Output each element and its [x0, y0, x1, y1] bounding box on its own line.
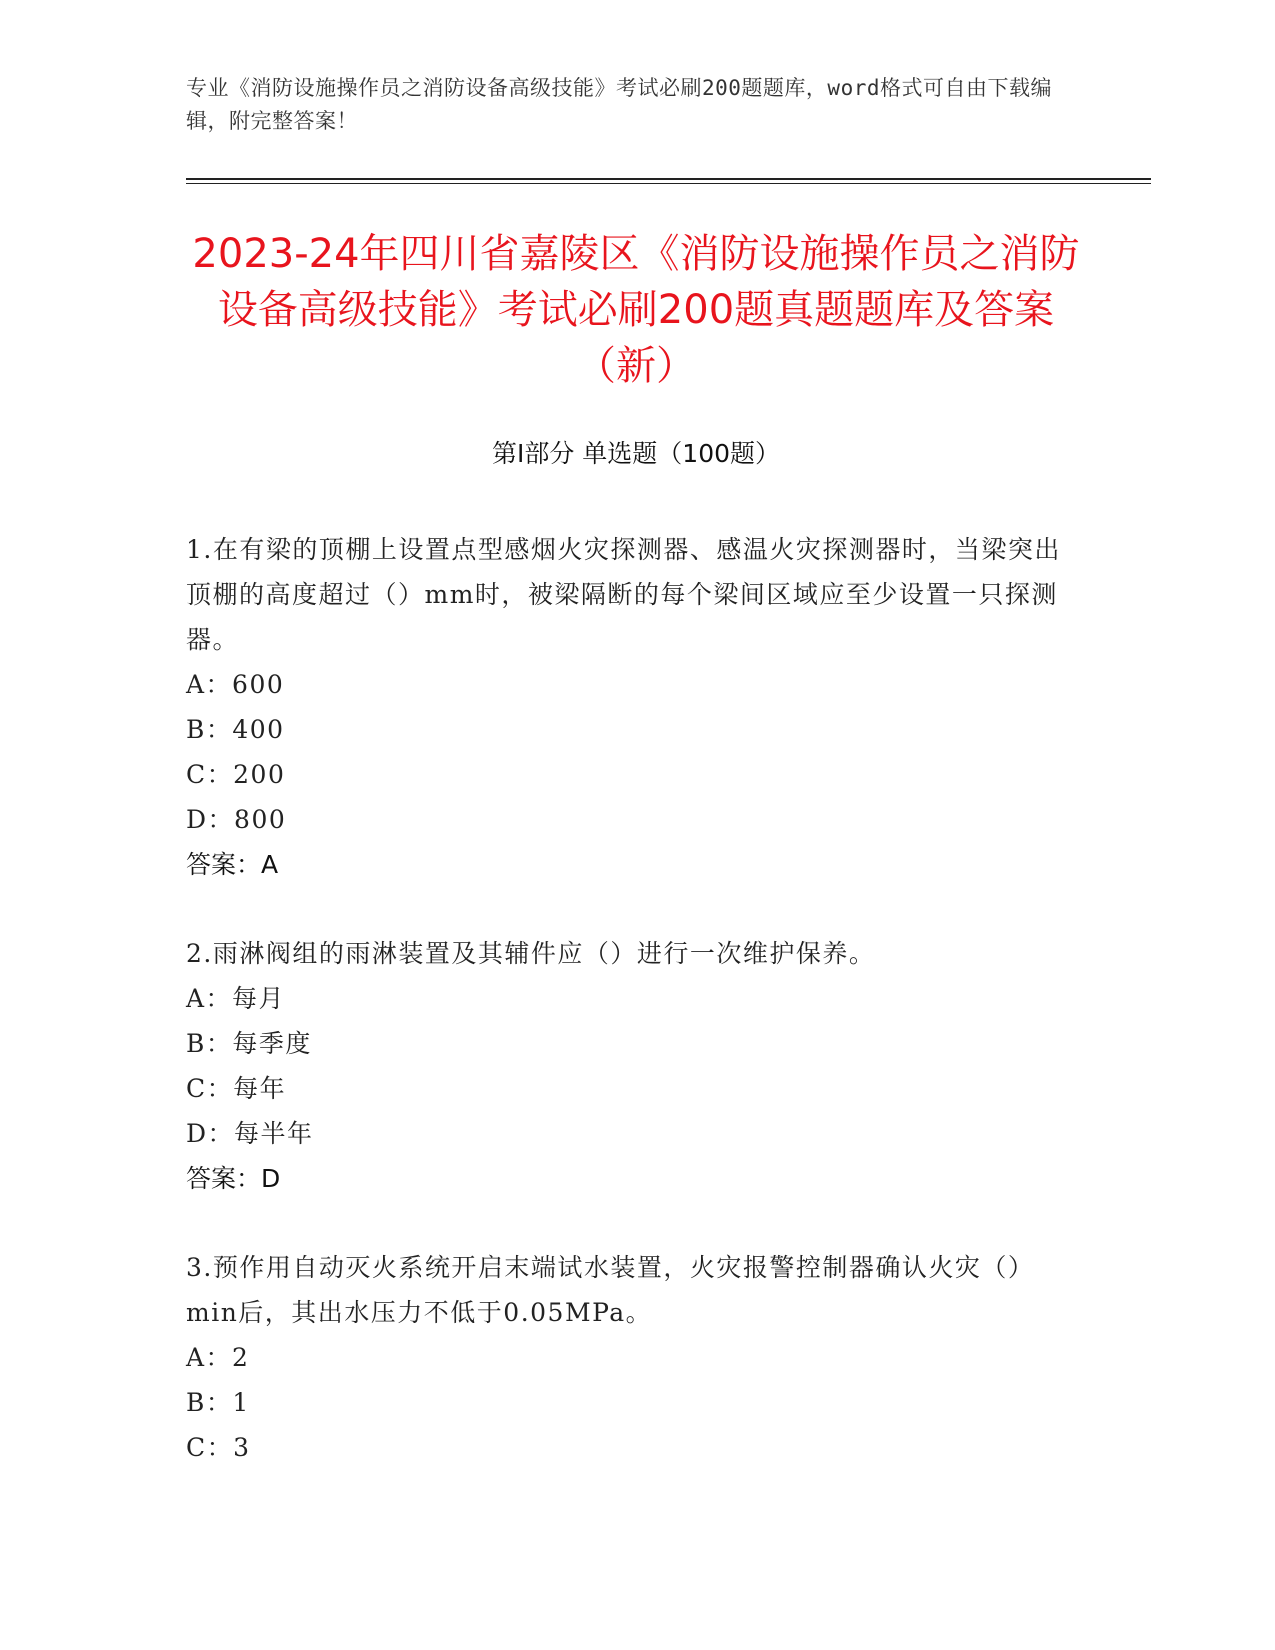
answer: 答案：D	[186, 1164, 281, 1193]
option-d: D：800	[186, 805, 287, 834]
question-2	[186, 931, 1066, 1201]
section-heading: 第I部分 单选题（100题）	[491, 439, 781, 468]
option-b: B：400	[186, 715, 285, 744]
question-1	[186, 527, 1066, 887]
header-rule-thick	[186, 178, 1151, 180]
header-note: 专业《消防设施操作员之消防设备高级技能》考试必刷200题题库，word格式可自由下载编辑，附完整答案！	[186, 76, 1052, 133]
answer: 答案：A	[186, 850, 279, 879]
option-a: A：2	[186, 1343, 250, 1372]
option-a: A：每月	[186, 984, 286, 1013]
question-list	[186, 527, 1066, 1470]
header-rule-thin	[186, 183, 1151, 184]
option-d: D：每半年	[186, 1119, 314, 1148]
option-b: B：每季度	[186, 1029, 312, 1058]
option-c: C：200	[186, 760, 286, 789]
option-a: A：600	[186, 670, 285, 699]
question-spacer	[186, 1201, 1066, 1245]
option-c: C：每年	[186, 1074, 287, 1103]
question-stem: 3.预作用自动灭火系统开启末端试水装置，火灾报警控制器确认火灾（）min后，其出水压力不低于0.05MPa。	[186, 1253, 1035, 1327]
option-c: C：3	[186, 1433, 251, 1462]
question-stem: 2.雨淋阀组的雨淋装置及其辅件应（）进行一次维护保养。	[186, 939, 876, 968]
option-b: B：1	[186, 1388, 250, 1417]
question-3	[186, 1245, 1066, 1470]
question-spacer	[186, 887, 1066, 931]
question-stem: 1.在有梁的顶棚上设置点型感烟火灾探测器、感温火灾探测器时，当梁突出顶棚的高度超过（）mm时，被梁隔断的每个梁间区域应至少设置一只探测器。	[186, 535, 1061, 654]
document-title: 2023-24年四川省嘉陵区《消防设施操作员之消防设备高级技能》考试必刷200题真题题库及答案（新）	[192, 231, 1080, 389]
